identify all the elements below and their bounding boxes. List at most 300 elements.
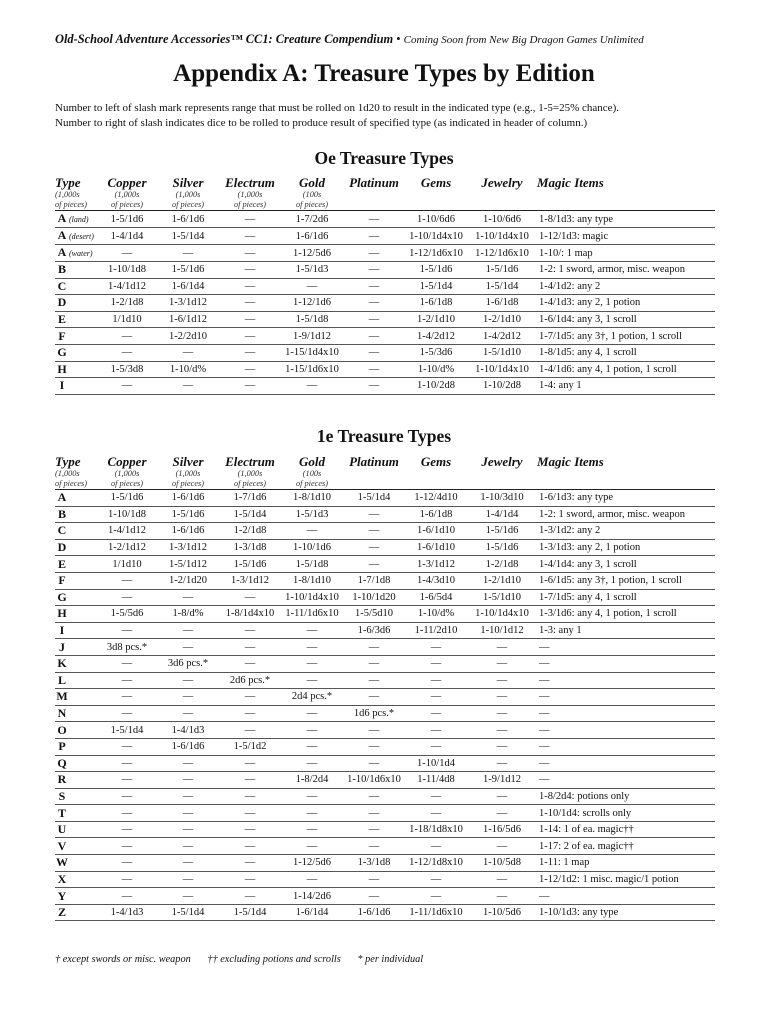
value-cell: — — [281, 871, 343, 888]
treasure-type-letter: G — [57, 589, 67, 604]
column-header-label: Magic Items — [537, 175, 604, 190]
table-row — [55, 506, 715, 523]
treasure-type-letter: I — [59, 623, 65, 638]
value-cell: 1-5/1d4 — [157, 228, 219, 245]
value-cell: — — [343, 871, 405, 888]
treasure-type-variant: (land) — [69, 215, 89, 224]
value-cell: 1-6/1d8 — [405, 506, 467, 523]
value-cell: 1-9/1d12 — [467, 772, 537, 789]
value-cell: — — [281, 722, 343, 739]
intro-line: Number to left of slash mark represents range that must be rolled on 1d20 to result in the indicated type (e.g., 1-5=25% chance). — [55, 102, 619, 114]
value-cell: — — [157, 888, 219, 905]
treasure-type-letter: X — [57, 871, 67, 886]
value-cell: — — [467, 738, 537, 755]
magic-items-cell: 1-4/1d2: any 2 — [537, 278, 715, 295]
magic-items-cell: 1-4: any 1 — [537, 378, 715, 395]
treasure-type-cell — [55, 556, 97, 573]
value-cell: — — [281, 622, 343, 639]
value-cell: — — [343, 639, 405, 656]
value-cell: 1-5/1d4 — [97, 722, 157, 739]
column-header-unit: of pieces) — [233, 199, 267, 209]
column-header — [342, 176, 406, 190]
value-cell: — — [97, 838, 157, 855]
1e-section-title: 1e Treasure Types — [316, 426, 452, 446]
value-cell: 1-5/3d8 — [97, 361, 157, 378]
value-cell: — — [343, 539, 405, 556]
value-cell: — — [281, 805, 343, 822]
treasure-type-cell — [55, 655, 97, 672]
treasure-type-letter: F — [58, 328, 66, 343]
column-header-unit: (1,000s — [114, 190, 140, 199]
column-header-label: Gold — [299, 454, 325, 469]
value-cell: — — [219, 228, 281, 245]
magic-items-cell: 1-12/1d2: 1 misc. magic/1 potion — [537, 871, 715, 888]
value-cell: 1-5/1d8 — [281, 311, 343, 328]
treasure-type-letter: S — [58, 788, 66, 803]
value-cell: — — [281, 705, 343, 722]
magic-items-cell: 1-8/1d5: any 4, 1 scroll — [537, 344, 715, 361]
value-cell: — — [343, 755, 405, 772]
value-cell: 1-5/1d10 — [467, 589, 537, 606]
column-header-unit: of pieces) — [55, 478, 88, 488]
value-cell: — — [405, 689, 467, 706]
value-cell: 1-14/2d6 — [281, 888, 343, 905]
value-cell: — — [97, 821, 157, 838]
treasure-type-cell — [55, 361, 97, 378]
table-row — [55, 655, 715, 672]
treasure-type-cell — [55, 344, 97, 361]
magic-items-cell: — — [537, 705, 715, 722]
value-cell: — — [343, 689, 405, 706]
value-cell: 1-10/6d6 — [405, 211, 467, 228]
value-cell: 1-2/1d10 — [405, 311, 467, 328]
magic-items-cell: — — [537, 689, 715, 706]
treasure-type-letter: W — [56, 855, 68, 870]
value-cell: 1-12/1d8x10 — [405, 855, 467, 872]
treasure-type-cell — [55, 211, 97, 228]
magic-items-cell: 1-14: 1 of ea. magic†† — [537, 821, 715, 838]
value-cell: — — [219, 639, 281, 656]
value-cell: 1-11/1d6x10 — [405, 904, 467, 921]
treasure-type-cell — [55, 805, 97, 822]
table-row — [55, 311, 715, 328]
value-cell: — — [157, 838, 219, 855]
treasure-type-cell — [55, 228, 97, 245]
magic-items-cell: 1-4/1d4: any 3, 1 scroll — [537, 556, 715, 573]
value-cell: — — [157, 871, 219, 888]
value-cell: 1-10/d% — [405, 361, 467, 378]
treasure-type-letter: R — [57, 772, 67, 787]
value-cell: — — [219, 211, 281, 228]
value-cell: 1-8/2d4 — [281, 772, 343, 789]
column-header — [470, 176, 534, 190]
column-header-label: Copper — [107, 175, 147, 190]
value-cell: — — [157, 245, 219, 262]
value-cell: 1-5/1d8 — [281, 556, 343, 573]
value-cell: 1-4/1d4 — [97, 228, 157, 245]
treasure-type-letter: T — [57, 805, 66, 820]
table-row — [55, 523, 715, 540]
table-row — [55, 556, 715, 573]
value-cell: 1-2/1d20 — [157, 572, 219, 589]
magic-items-cell: 1-4/1d6: any 4, 1 potion, 1 scroll — [537, 361, 715, 378]
column-header — [156, 176, 220, 209]
value-cell: — — [343, 245, 405, 262]
column-header-label: Gems — [420, 454, 452, 469]
value-cell: — — [157, 788, 219, 805]
value-cell: — — [405, 738, 467, 755]
table-row — [55, 245, 715, 262]
column-header — [218, 176, 282, 209]
value-cell: 1-15/1d4x10 — [281, 344, 343, 361]
table-row — [55, 672, 715, 689]
value-cell: — — [219, 871, 281, 888]
value-cell: — — [405, 888, 467, 905]
value-cell: — — [343, 838, 405, 855]
value-cell: 1-12/5d6 — [281, 855, 343, 872]
value-cell: 1-5/1d6 — [157, 506, 219, 523]
value-cell: — — [343, 821, 405, 838]
treasure-type-cell — [55, 262, 97, 279]
magic-items-cell: — — [537, 639, 715, 656]
value-cell: — — [97, 572, 157, 589]
header-separator: • — [393, 32, 404, 46]
table-row — [55, 904, 715, 921]
value-cell: — — [157, 689, 219, 706]
value-cell: 1-5/1d6 — [97, 490, 157, 506]
value-cell: 1-4/2d12 — [467, 328, 537, 345]
treasure-type-letter: D — [57, 295, 67, 310]
table-row — [55, 888, 715, 905]
treasure-type-letter: I — [59, 378, 65, 393]
value-cell: 1-10/1d8 — [97, 262, 157, 279]
value-cell: — — [157, 589, 219, 606]
column-header-unit: (1,000s — [175, 469, 201, 478]
treasure-type-cell — [55, 539, 97, 556]
table-row — [55, 805, 715, 822]
column-header — [55, 176, 99, 209]
value-cell: 1-6/3d6 — [343, 622, 405, 639]
treasure-type-cell — [55, 523, 97, 540]
value-cell: 1-2/1d12 — [97, 539, 157, 556]
table-row — [55, 821, 715, 838]
column-header-label: Platinum — [349, 454, 399, 469]
value-cell: 1-9/1d12 — [281, 328, 343, 345]
value-cell: 1-10/1d4 — [405, 755, 467, 772]
value-cell: 2d6 pcs.* — [219, 672, 281, 689]
value-cell: — — [97, 705, 157, 722]
column-header-unit: of pieces) — [110, 199, 144, 209]
value-cell: 1-6/1d10 — [405, 523, 467, 540]
treasure-type-letter: P — [58, 739, 66, 754]
value-cell: — — [405, 838, 467, 855]
magic-items-cell: — — [537, 655, 715, 672]
value-cell: — — [219, 378, 281, 395]
value-cell: 1-5/5d6 — [97, 606, 157, 623]
value-cell: 1-7/2d6 — [281, 211, 343, 228]
column-header-unit: (1,000s — [237, 190, 263, 199]
value-cell: — — [343, 278, 405, 295]
value-cell: — — [467, 639, 537, 656]
table-header-row — [55, 455, 715, 490]
value-cell: — — [281, 838, 343, 855]
column-header — [280, 455, 344, 488]
column-header-unit: (1,000s — [237, 469, 263, 478]
value-cell: — — [219, 245, 281, 262]
treasure-type-letter: C — [57, 278, 67, 293]
value-cell: — — [157, 755, 219, 772]
treasure-type-letter: E — [57, 312, 66, 327]
value-cell: 1-4/1d12 — [97, 523, 157, 540]
column-header-unit: (100s — [302, 190, 322, 199]
value-cell: — — [281, 278, 343, 295]
oe-section-title: Oe Treasure Types — [314, 148, 454, 168]
value-cell: — — [467, 805, 537, 822]
value-cell: 1-2/1d8 — [219, 523, 281, 540]
treasure-type-cell — [55, 245, 97, 262]
magic-items-cell: 1-3: any 1 — [537, 622, 715, 639]
table-row — [55, 722, 715, 739]
value-cell: — — [157, 344, 219, 361]
value-cell: 1-16/5d6 — [467, 821, 537, 838]
value-cell: 1-10/1d4x10 — [405, 228, 467, 245]
footnote-asterisk: * per individual — [357, 954, 424, 965]
header-note: Coming Soon from New Big Dragon Games Unlimited — [403, 34, 644, 46]
value-cell: — — [219, 755, 281, 772]
value-cell: — — [343, 344, 405, 361]
magic-items-cell: 1-4/1d3: any 2, 1 potion — [537, 295, 715, 312]
column-header — [537, 176, 627, 190]
value-cell: 1-11/2d10 — [405, 622, 467, 639]
value-cell: — — [97, 672, 157, 689]
column-header-label: Copper — [107, 454, 147, 469]
value-cell: — — [281, 738, 343, 755]
value-cell: 1-5/1d4 — [343, 490, 405, 506]
value-cell: 1-8/d% — [157, 606, 219, 623]
value-cell: — — [343, 262, 405, 279]
column-header-unit: (100s — [302, 469, 322, 478]
value-cell: 1-5/1d10 — [467, 344, 537, 361]
column-header-unit: of pieces) — [171, 478, 205, 488]
value-cell: — — [219, 722, 281, 739]
value-cell: — — [97, 772, 157, 789]
table-row — [55, 228, 715, 245]
value-cell: — — [97, 328, 157, 345]
value-cell: 1-5/1d3 — [281, 262, 343, 279]
value-cell: — — [343, 378, 405, 395]
value-cell: 1-10/d% — [405, 606, 467, 623]
magic-items-cell: 1-6/1d4: any 3, 1 scroll — [537, 311, 715, 328]
value-cell: 1-3/1d8 — [219, 539, 281, 556]
value-cell: — — [97, 344, 157, 361]
magic-items-cell: — — [537, 722, 715, 739]
value-cell: 1-8/1d10 — [281, 490, 343, 506]
column-header — [537, 455, 627, 469]
value-cell: — — [467, 755, 537, 772]
table-row — [55, 772, 715, 789]
table-row — [55, 211, 715, 228]
footnote-double-dagger: †† excluding potions and scrolls — [207, 954, 341, 965]
value-cell: — — [467, 838, 537, 855]
treasure-type-letter: A — [57, 245, 67, 259]
treasure-type-cell — [55, 378, 97, 395]
value-cell: — — [219, 855, 281, 872]
value-cell: 1-5/1d6 — [467, 523, 537, 540]
magic-items-cell: 1-6/1d5: any 3†, 1 potion, 1 scroll — [537, 572, 715, 589]
magic-items-cell: 1-2: 1 sword, armor, misc. weapon — [537, 262, 715, 279]
value-cell: — — [467, 705, 537, 722]
column-header-label: Electrum — [225, 175, 275, 190]
treasure-type-cell — [55, 705, 97, 722]
value-cell: 1-6/1d6 — [343, 904, 405, 921]
value-cell: — — [343, 361, 405, 378]
treasure-type-letter: U — [57, 822, 67, 837]
column-header-unit: of pieces) — [295, 199, 329, 209]
value-cell: 1-5/1d12 — [157, 556, 219, 573]
column-header-unit: (1,000s — [175, 190, 201, 199]
column-header-label: Type — [55, 175, 81, 190]
value-cell: — — [219, 622, 281, 639]
value-cell: 1-4/2d12 — [405, 328, 467, 345]
running-header — [55, 32, 715, 47]
value-cell: 1-3/1d12 — [157, 539, 219, 556]
value-cell: 1-10/1d12 — [467, 622, 537, 639]
value-cell: — — [219, 772, 281, 789]
magic-items-cell: 1-11: 1 map — [537, 855, 715, 872]
value-cell: — — [97, 589, 157, 606]
table-row — [55, 622, 715, 639]
value-cell: — — [219, 344, 281, 361]
value-cell: 1-5/1d2 — [219, 738, 281, 755]
magic-items-cell: 1-2: 1 sword, armor, misc. weapon — [537, 506, 715, 523]
value-cell: 1-10/5d8 — [467, 855, 537, 872]
value-cell: — — [157, 772, 219, 789]
value-cell: 1-5/1d4 — [467, 278, 537, 295]
column-header-unit: of pieces) — [55, 199, 88, 209]
magic-items-cell: — — [537, 888, 715, 905]
column-header-label: Jewelry — [481, 175, 523, 190]
table-row — [55, 539, 715, 556]
column-header-label: Silver — [172, 454, 204, 469]
value-cell: 1-8/1d10 — [281, 572, 343, 589]
treasure-type-cell — [55, 821, 97, 838]
value-cell: 1-4/1d3 — [157, 722, 219, 739]
value-cell: 1-10/3d10 — [467, 490, 537, 506]
value-cell: 1-10/1d20 — [343, 589, 405, 606]
treasure-type-letter: H — [57, 606, 67, 621]
value-cell: — — [405, 722, 467, 739]
value-cell: — — [343, 722, 405, 739]
value-cell: — — [97, 378, 157, 395]
book-title: Old-School Adventure Accessories™ CC1: Creature Compendium — [55, 32, 394, 46]
column-header-unit: of pieces) — [110, 478, 144, 488]
treasure-type-cell — [55, 589, 97, 606]
treasure-type-cell — [55, 755, 97, 772]
value-cell: 1-5/1d6 — [467, 539, 537, 556]
value-cell: 1-10/2d8 — [405, 378, 467, 395]
value-cell: 1-3/1d8 — [343, 855, 405, 872]
table-row — [55, 838, 715, 855]
column-header-unit: of pieces) — [233, 478, 267, 488]
value-cell: 3d6 pcs.* — [157, 655, 219, 672]
value-cell: — — [281, 755, 343, 772]
intro-line: Number to right of slash indicates dice to be rolled to produce result of specified type (as indicated in header of column.) — [55, 117, 588, 129]
footnotes — [55, 954, 437, 965]
value-cell: — — [343, 888, 405, 905]
treasure-type-cell — [55, 788, 97, 805]
value-cell: 1-12/4d10 — [405, 490, 467, 506]
treasure-type-cell — [55, 606, 97, 623]
treasure-type-letter: A — [57, 490, 67, 505]
magic-items-cell: 1-10/: 1 map — [537, 245, 715, 262]
value-cell: 1-2/2d10 — [157, 328, 219, 345]
magic-items-cell: — — [537, 755, 715, 772]
value-cell: — — [343, 228, 405, 245]
treasure-type-cell — [55, 622, 97, 639]
column-header — [55, 455, 99, 488]
treasure-type-letter: C — [57, 523, 67, 538]
treasure-type-letter: A — [57, 228, 67, 242]
magic-items-cell: — — [537, 772, 715, 789]
value-cell: 1-5/5d10 — [343, 606, 405, 623]
value-cell: — — [97, 805, 157, 822]
value-cell: 3d8 pcs.* — [97, 639, 157, 656]
value-cell: 1-5/1d6 — [405, 262, 467, 279]
footnote-dagger: † except swords or misc. weapon — [55, 954, 191, 965]
value-cell: — — [219, 705, 281, 722]
treasure-type-cell — [55, 772, 97, 789]
intro-text — [55, 101, 735, 131]
value-cell: — — [467, 655, 537, 672]
table-row — [55, 855, 715, 872]
value-cell: — — [219, 278, 281, 295]
value-cell: — — [219, 805, 281, 822]
value-cell: 1-6/5d4 — [405, 589, 467, 606]
value-cell: — — [467, 722, 537, 739]
value-cell: — — [405, 705, 467, 722]
treasure-type-cell — [55, 639, 97, 656]
value-cell: 1/1d10 — [97, 556, 157, 573]
value-cell: — — [219, 311, 281, 328]
table-row — [55, 871, 715, 888]
column-header-unit: (1,000s — [114, 469, 140, 478]
table-row — [55, 606, 715, 623]
treasure-type-variant: (water) — [69, 249, 93, 258]
value-cell: 1-6/1d12 — [157, 311, 219, 328]
value-cell: 1-11/1d6x10 — [281, 606, 343, 623]
value-cell: 1-11/4d8 — [405, 772, 467, 789]
value-cell: — — [281, 523, 343, 540]
value-cell: — — [405, 672, 467, 689]
value-cell: — — [157, 705, 219, 722]
value-cell: — — [467, 888, 537, 905]
treasure-type-letter: K — [57, 656, 67, 671]
value-cell: 1-6/1d8 — [467, 295, 537, 312]
treasure-type-cell — [55, 278, 97, 295]
value-cell: — — [219, 821, 281, 838]
treasure-type-letter: J — [59, 639, 65, 654]
value-cell: 1-6/1d10 — [405, 539, 467, 556]
column-header-unit: (1,000s — [55, 190, 80, 199]
value-cell: — — [97, 622, 157, 639]
treasure-type-cell — [55, 871, 97, 888]
column-header-unit: of pieces) — [295, 478, 329, 488]
column-header-label: Magic Items — [537, 454, 604, 469]
value-cell: 1-6/1d6 — [157, 738, 219, 755]
column-header — [470, 455, 534, 469]
table-row — [55, 705, 715, 722]
value-cell: — — [405, 639, 467, 656]
